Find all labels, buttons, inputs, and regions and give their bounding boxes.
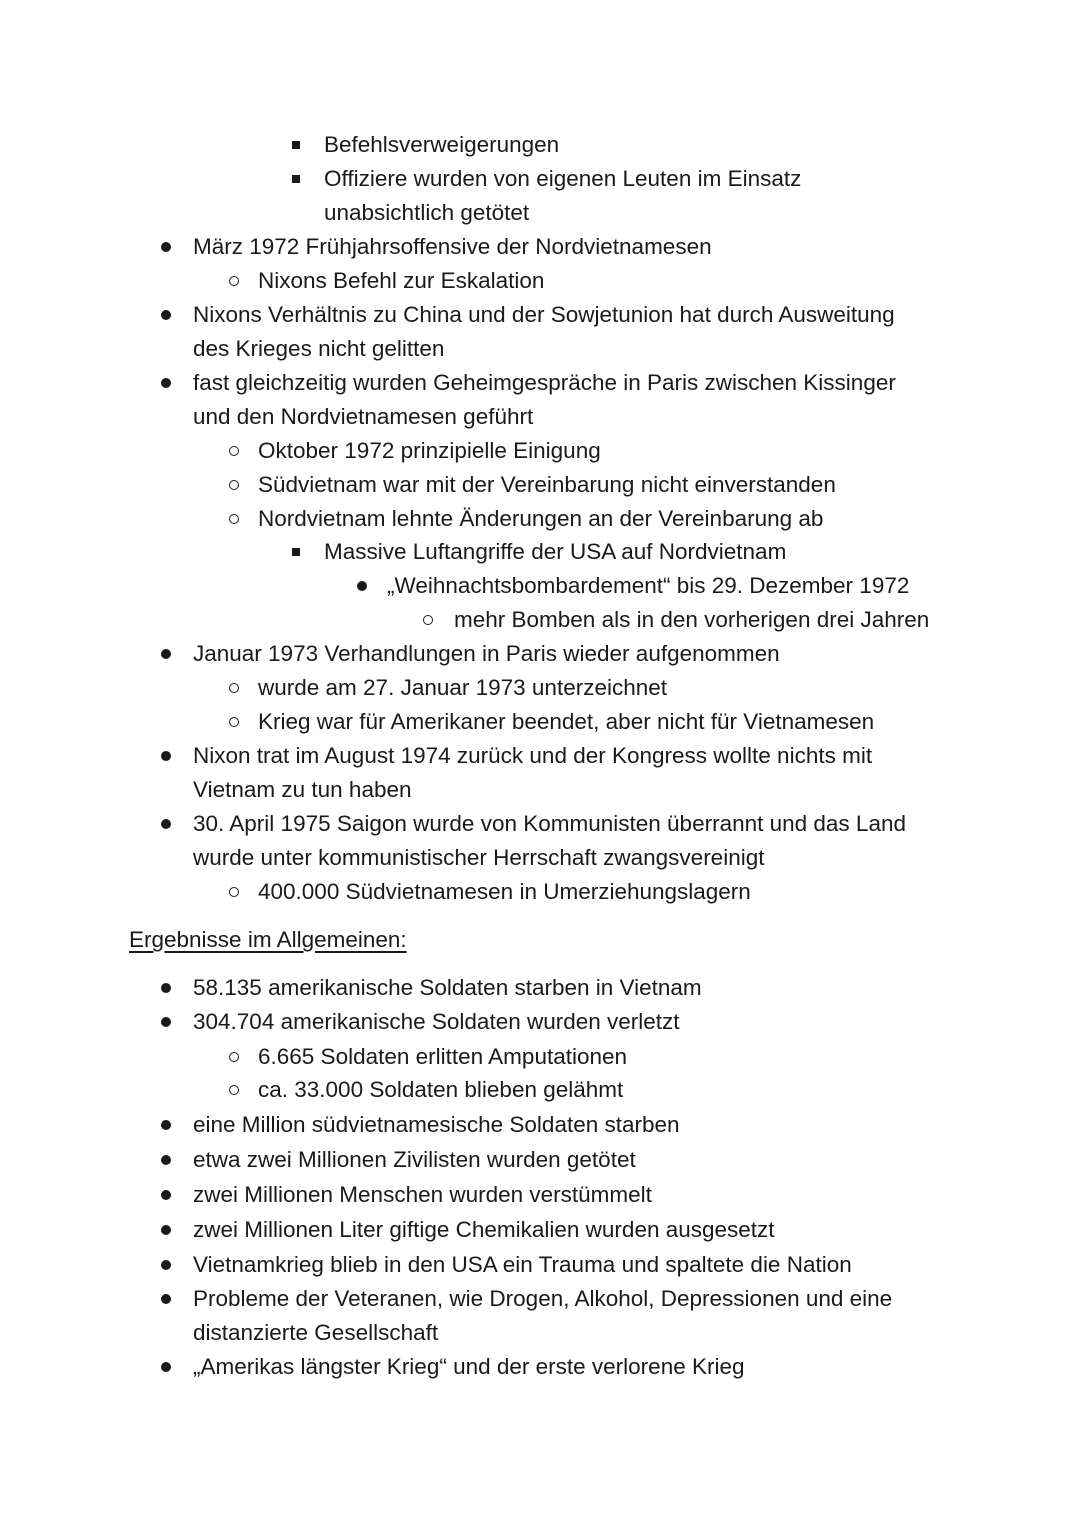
list-item-continuation: wurde unter kommunistischer Herrschaft zwangsvereinigt <box>193 845 765 870</box>
list-item: 6.665 Soldaten erlitten Amputationen <box>258 1044 628 1069</box>
section-heading: Ergebnisse im Allgemeinen: <box>129 927 407 952</box>
list-item: Nordvietnam lehnte Änderungen an der Vereinbarung ab <box>258 506 824 531</box>
bullet-icon <box>161 983 171 993</box>
list-item-continuation: distanzierte Gesellschaft <box>193 1320 439 1345</box>
bullet-icon <box>161 378 171 388</box>
list-item: etwa zwei Millionen Zivilisten wurden getötet <box>193 1147 636 1172</box>
circle-bullet-icon <box>229 717 239 727</box>
bullet-icon <box>161 1294 171 1304</box>
list-item: Nixons Befehl zur Eskalation <box>258 268 545 293</box>
list-item: „Weihnachtsbombardement“ bis 29. Dezember 1972 <box>387 573 910 598</box>
bullet-icon <box>161 242 171 252</box>
bullet-icon <box>161 310 171 320</box>
list-item: 304.704 amerikanische Soldaten wurden verletzt <box>193 1009 680 1034</box>
bullet-icon <box>161 1155 171 1165</box>
list-item: zwei Millionen Menschen wurden verstümmelt <box>193 1182 652 1207</box>
list-item: 58.135 amerikanische Soldaten starben in Vietnam <box>193 975 702 1000</box>
list-item: Südvietnam war mit der Vereinbarung nicht einverstanden <box>258 472 836 497</box>
list-item: fast gleichzeitig wurden Geheimgespräche in Paris zwischen Kissinger <box>193 370 896 395</box>
bullet-icon <box>161 1017 171 1027</box>
list-item-continuation: Vietnam zu tun haben <box>193 777 412 802</box>
bullet-icon <box>161 1190 171 1200</box>
circle-bullet-icon <box>229 276 239 286</box>
bullet-icon <box>161 1260 171 1270</box>
list-item: 400.000 Südvietnamesen in Umerziehungslagern <box>258 879 751 904</box>
square-bullet-icon <box>292 175 300 183</box>
list-item: 30. April 1975 Saigon wurde von Kommunisten überrannt und das Land <box>193 811 906 836</box>
circle-bullet-icon <box>229 446 239 456</box>
circle-bullet-icon <box>229 887 239 897</box>
list-item: mehr Bomben als in den vorherigen drei Jahren <box>454 607 930 632</box>
bullet-icon <box>161 1120 171 1130</box>
list-item: wurde am 27. Januar 1973 unterzeichnet <box>258 675 668 700</box>
circle-bullet-icon <box>229 514 239 524</box>
list-item: Massive Luftangriffe der USA auf Nordvietnam <box>324 539 787 564</box>
list-item-continuation: des Krieges nicht gelitten <box>193 336 445 361</box>
circle-bullet-icon <box>229 1052 239 1062</box>
list-item-continuation: und den Nordvietnamesen geführt <box>193 404 534 429</box>
circle-bullet-icon <box>229 683 239 693</box>
bullet-icon <box>357 581 367 591</box>
list-item: ca. 33.000 Soldaten blieben gelähmt <box>258 1077 624 1102</box>
circle-bullet-icon <box>423 615 433 625</box>
list-item: Nixon trat im August 1974 zurück und der Kongress wollte nichts mit <box>193 743 873 768</box>
bullet-icon <box>161 1225 171 1235</box>
list-item: Probleme der Veteranen, wie Drogen, Alkohol, Depressionen und eine <box>193 1286 893 1311</box>
list-item: zwei Millionen Liter giftige Chemikalien wurden ausgesetzt <box>193 1217 775 1242</box>
circle-bullet-icon <box>229 480 239 490</box>
list-item: Befehlsverweigerungen <box>324 132 560 157</box>
bullet-icon <box>161 649 171 659</box>
list-item: „Amerikas längster Krieg“ und der erste verlorene Krieg <box>193 1354 745 1379</box>
list-item: Offiziere wurden von eigenen Leuten im Einsatz <box>324 166 802 191</box>
list-item: März 1972 Frühjahrsoffensive der Nordvietnamesen <box>193 234 712 259</box>
list-item: Krieg war für Amerikaner beendet, aber nicht für Vietnamesen <box>258 709 875 734</box>
circle-bullet-icon <box>229 1085 239 1095</box>
list-item-continuation: unabsichtlich getötet <box>324 200 530 225</box>
square-bullet-icon <box>292 548 300 556</box>
list-item: Nixons Verhältnis zu China und der Sowjetunion hat durch Ausweitung <box>193 302 895 327</box>
bullet-icon <box>161 751 171 761</box>
bullet-icon <box>161 819 171 829</box>
bullet-icon <box>161 1362 171 1372</box>
list-item: eine Million südvietnamesische Soldaten starben <box>193 1112 680 1137</box>
list-item: Vietnamkrieg blieb in den USA ein Trauma und spaltete die Nation <box>193 1252 852 1277</box>
list-item: Januar 1973 Verhandlungen in Paris wieder aufgenommen <box>193 641 780 666</box>
list-item: Oktober 1972 prinzipielle Einigung <box>258 438 601 463</box>
square-bullet-icon <box>292 141 300 149</box>
